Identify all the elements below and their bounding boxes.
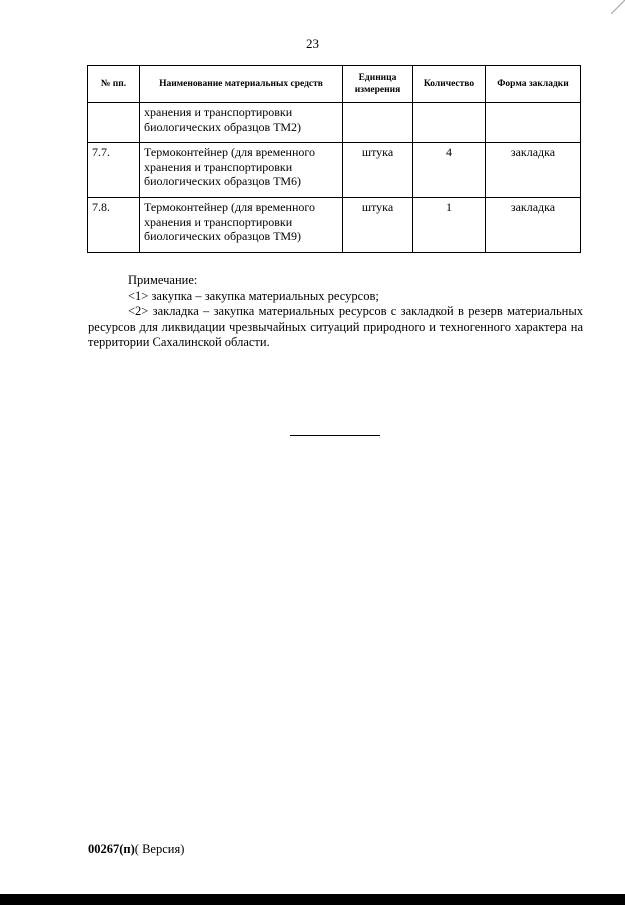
header-form: Форма закладки — [486, 66, 581, 103]
note-title: Примечание: — [128, 273, 198, 287]
page-number: 23 — [306, 36, 319, 51]
separator-line — [290, 435, 380, 436]
row-name: Термоконтейнер (для временного хранения и транспортировки биологических образцов ТМ6) — [140, 143, 343, 198]
header-unit: Единица измерения — [343, 66, 413, 103]
header-name: Наименование материальных средств — [140, 66, 343, 103]
row-form — [486, 103, 581, 143]
note-section — [88, 273, 583, 351]
row-form: закладка — [486, 143, 581, 198]
header-number: № пп. — [88, 66, 140, 103]
row-form: закладка — [486, 198, 581, 253]
row-unit: штука — [343, 198, 413, 253]
document-version: ( Версия) — [134, 842, 185, 856]
row-quantity — [413, 103, 486, 143]
row-number — [88, 103, 140, 143]
note-item-1: <1> закупка – закупка материальных ресурсов; — [128, 288, 379, 303]
row-number: 7.7. — [88, 143, 140, 198]
row-quantity: 4 — [413, 143, 486, 198]
table-row — [88, 103, 581, 143]
table-row — [88, 198, 581, 253]
row-name: Термоконтейнер (для временного хранения и транспортировки биологических образцов ТМ9) — [140, 198, 343, 253]
row-quantity: 1 — [413, 198, 486, 253]
header-quantity: Количество — [413, 66, 486, 103]
note-item-2: <2> закладка – закупка материальных ресурсов с закладкой в резерв материальных ресурсов для ликвидации чрезвычайных ситуаций природного и техногенного характера на территории Сахалинской области. — [88, 304, 583, 349]
document-code: 00267(п) — [88, 842, 135, 856]
scan-corner-mark — [611, 0, 625, 14]
row-number: 7.8. — [88, 198, 140, 253]
table-row — [88, 143, 581, 198]
row-unit: штука — [343, 143, 413, 198]
materials-table — [87, 65, 581, 253]
row-unit — [343, 103, 413, 143]
document-footer — [88, 842, 184, 857]
table-header-row — [88, 66, 581, 103]
scan-bottom-edge — [0, 894, 625, 905]
row-name: хранения и транспортировки биологических образцов ТМ2) — [140, 103, 343, 143]
